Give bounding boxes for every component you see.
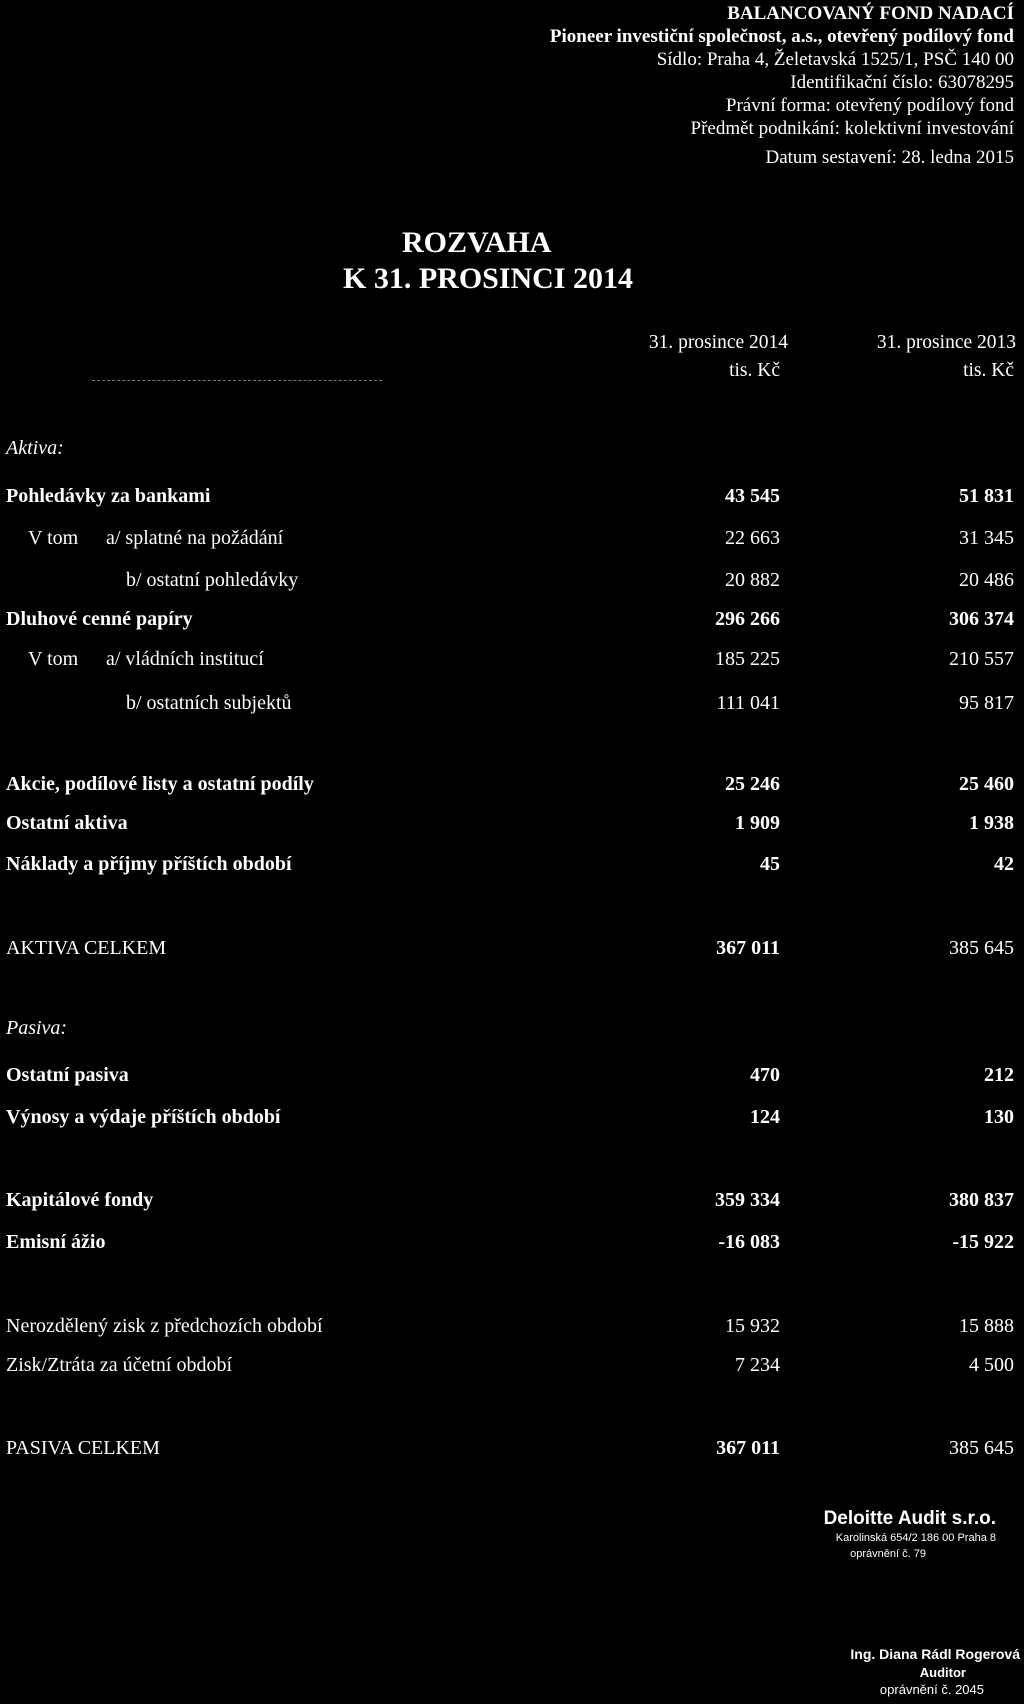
value-2014: 111 041: [716, 692, 780, 714]
row-label: Ostatní aktiva: [6, 812, 128, 834]
total-liabilities-row: [0, 1437, 1024, 1463]
row-label: AKTIVA CELKEM: [6, 937, 167, 959]
value-2013: 15 888: [959, 1315, 1014, 1337]
value-2014: 25 246: [725, 773, 780, 795]
value-2014: 124: [750, 1106, 780, 1128]
row-label: a/ splatné na požádání: [106, 527, 284, 549]
value-2014: 45: [760, 853, 780, 875]
value-2014: 359 334: [715, 1189, 780, 1211]
row-label: PASIVA CELKEM: [6, 1437, 160, 1459]
legal-form: Právní forma: otevřený podílový fond: [725, 95, 1014, 116]
value-2013: 130: [984, 1106, 1014, 1128]
row-prefix: V tom: [28, 527, 79, 549]
table-row: [0, 569, 1024, 595]
statement-title: ROZVAHA: [402, 226, 552, 259]
statement-subtitle: K 31. PROSINCI 2014: [343, 262, 634, 295]
value-2013: 380 837: [949, 1189, 1014, 1211]
row-label: Nerozdělený zisk z předchozích období: [6, 1315, 323, 1337]
table-row: [0, 853, 1024, 879]
table-row: [0, 1189, 1024, 1215]
row-label: Dluhové cenné papíry: [6, 608, 193, 630]
company-name: Pioneer investiční společnost, a.s., otevřený podílový fond: [549, 26, 1014, 47]
row-label: Kapitálové fondy: [6, 1189, 154, 1211]
value-2013: 4 500: [969, 1354, 1014, 1376]
table-row: [0, 648, 1024, 674]
company-seat: Sídlo: Praha 4, Želetavská 1525/1, PSČ 140 00: [656, 49, 1014, 70]
value-2013: 385 645: [949, 1437, 1014, 1459]
table-row: [0, 1354, 1024, 1380]
value-2013: 95 817: [959, 692, 1014, 714]
table-row: [0, 1106, 1024, 1132]
table-row: [0, 608, 1024, 634]
table-row: [0, 485, 1024, 511]
value-2013: 25 460: [959, 773, 1014, 795]
value-2014: 15 932: [725, 1315, 780, 1337]
header-rule: [92, 380, 382, 381]
value-2013: 42: [994, 853, 1014, 875]
column-2014-date: 31. prosince 2014: [648, 332, 788, 353]
row-label: Ostatní pasiva: [6, 1064, 129, 1086]
value-2013: -15 922: [952, 1231, 1014, 1253]
audit-firm-address: Karolinská 654/2 186 00 Praha 8: [835, 1532, 996, 1544]
table-row: [0, 773, 1024, 799]
table-row: [0, 1315, 1024, 1341]
row-label: b/ ostatní pohledávky: [126, 569, 299, 591]
row-label: Akcie, podílové listy a ostatní podíly: [6, 773, 314, 795]
section-liabilities: Pasiva:: [6, 1017, 68, 1039]
auditor-licence: oprávnění č. 2045: [879, 1682, 984, 1697]
business-subject: Předmět podnikání: kolektivní investování: [690, 118, 1014, 139]
row-label: Náklady a příjmy příštích období: [6, 853, 292, 875]
value-2013: 1 938: [969, 812, 1014, 834]
value-2013: 385 645: [949, 937, 1014, 959]
row-label: b/ ostatních subjektů: [126, 692, 292, 714]
row-label: Výnosy a výdaje příštích období: [6, 1106, 281, 1128]
value-2013: 20 486: [959, 569, 1014, 591]
column-2013-date: 31. prosince 2013: [876, 332, 1016, 353]
value-2013: 212: [984, 1064, 1014, 1086]
value-2014: 296 266: [715, 608, 780, 630]
column-2014-unit: tis. Kč: [729, 360, 780, 381]
company-id: Identifikační číslo: 63078295: [790, 72, 1014, 93]
value-2014: -16 083: [718, 1231, 780, 1253]
value-2014: 367 011: [716, 937, 780, 959]
value-2014: 367 011: [716, 1437, 780, 1459]
table-row: [0, 527, 1024, 553]
auditor-name: Ing. Diana Rádl Rogerová: [850, 1646, 1020, 1662]
value-2014: 185 225: [715, 648, 780, 670]
section-assets: Aktiva:: [6, 437, 64, 459]
column-2013-unit: tis. Kč: [963, 360, 1014, 381]
value-2013: 306 374: [949, 608, 1014, 630]
compile-date: Datum sestavení: 28. ledna 2015: [765, 147, 1014, 168]
value-2014: 20 882: [725, 569, 780, 591]
value-2013: 31 345: [959, 527, 1014, 549]
value-2014: 22 663: [725, 527, 780, 549]
table-row: [0, 812, 1024, 838]
row-label: Zisk/Ztráta za účetní období: [6, 1354, 233, 1376]
total-assets-row: [0, 937, 1024, 963]
table-row: [0, 692, 1024, 718]
table-row: [0, 1231, 1024, 1257]
value-2014: 7 234: [735, 1354, 780, 1376]
row-label: a/ vládních institucí: [106, 648, 264, 670]
audit-firm: Deloitte Audit s.r.o.: [823, 1508, 996, 1529]
row-label: Emisní ážio: [6, 1231, 106, 1253]
auditor-role: Auditor: [919, 1665, 966, 1680]
value-2014: 1 909: [735, 812, 780, 834]
audit-firm-licence: oprávnění č. 79: [850, 1548, 926, 1560]
value-2013: 51 831: [959, 485, 1014, 507]
fund-name: BALANCOVANÝ FOND NADACÍ: [727, 3, 1014, 24]
value-2013: 210 557: [949, 648, 1014, 670]
row-prefix: V tom: [28, 648, 79, 670]
value-2014: 470: [750, 1064, 780, 1086]
table-row: [0, 1064, 1024, 1090]
value-2014: 43 545: [725, 485, 780, 507]
row-label: Pohledávky za bankami: [6, 485, 211, 507]
